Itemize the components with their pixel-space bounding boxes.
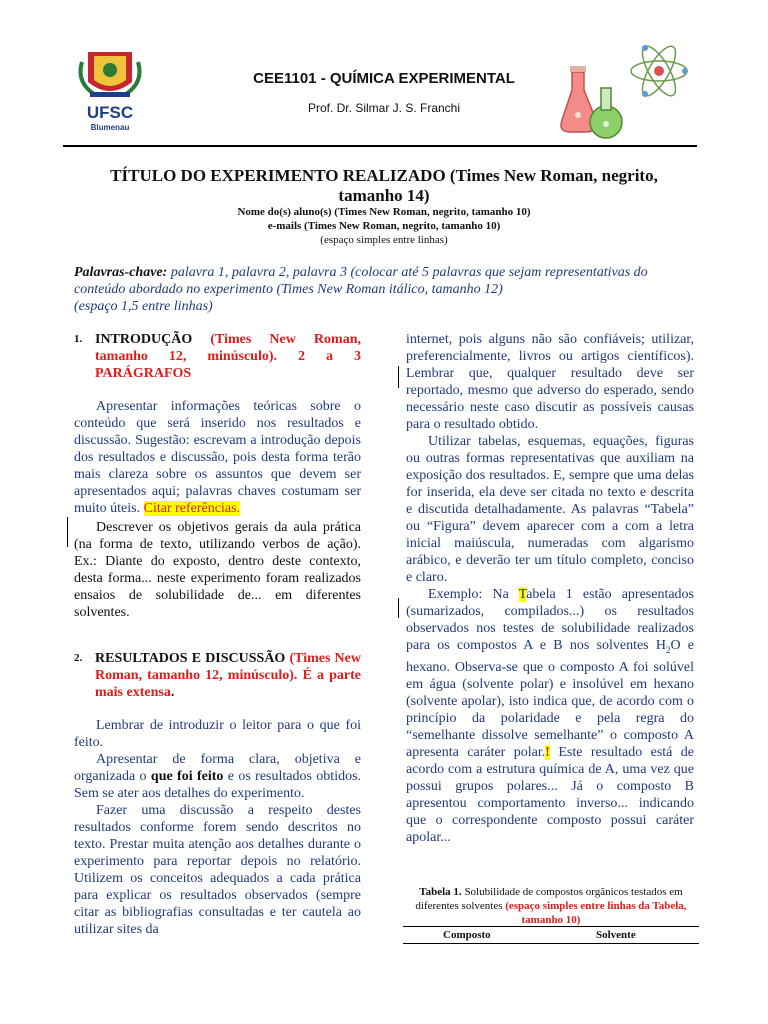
intro-number: 1. xyxy=(74,333,83,345)
results-paragraph-3: Fazer uma discussão a respeito destes resultados conforme forem sendo descritos no texto. Prestar muita atenção aos detalhes durante o experimento para reportar depois no relatório. Utilizem os conceitos adequados a cada prática para explicar os resultados observados (sempre citar as bibliografias consultadas e ter cautela ao utilizar sites da xyxy=(74,803,361,937)
table-caption-label: Tabela 1. xyxy=(419,886,462,898)
professor-name: Prof. Dr. Silmar J. S. Franchi xyxy=(307,101,461,115)
results-p2-b: e os resultados obtidos. Sem se ater aos detalhes do experimento. xyxy=(74,769,362,801)
table-top-rule xyxy=(403,926,699,927)
ufsc-logo xyxy=(74,42,146,136)
results-heading-note: (Times New Roman, tamanho 12, minúsculo). xyxy=(95,651,361,683)
intro-heading xyxy=(74,331,361,382)
comment-mark: ! xyxy=(545,744,550,760)
results-heading: 2. RESULTADOS E DISCUSSÃO (Times New Roman, tamanho 12, minúsculo). É a parte mais extensa. xyxy=(74,651,362,700)
logo-text: UFSC xyxy=(86,103,134,122)
right-p3-d: Este resultado está de acordo com a estrutura química de A, uma vez que possui grupos polares... Já o composto B apresentou comportamento inverso... indicando que o correspondente composto possui caráter apolar... xyxy=(406,744,695,845)
table-col-composto: Composto xyxy=(443,929,491,941)
intro-paragraph-1 xyxy=(74,398,361,517)
authors-line: Nome do(s) aluno(s) (Times New Roman, negrito, tamanho 10) xyxy=(237,206,531,218)
intro-heading-note: (Times New Roman, tamanho 12, minúsculo). 2 a 3 PARÁGRAFOS xyxy=(95,332,361,381)
cite-references-highlight: Citar referências. xyxy=(143,501,241,516)
keywords xyxy=(74,264,698,315)
text-cursor xyxy=(67,517,68,547)
header-rule xyxy=(63,145,697,147)
right-paragraph-2: Utilizar tabelas, esquemas, equações, figuras ou outras formas representativas que auxiliam na exposição dos resultados. E, sempre que uma delas for inserida, ela deve ser citada no texto e descrita e discutida detalhadamente. As palavras “Tabela” ou “Figura” devem aparecer com a com a letra inicial maiúscula, numeradas com algarismo arábico, e deverão ter um título completo, conciso e claro. xyxy=(406,434,694,585)
right-paragraph-3 xyxy=(406,586,694,846)
intro-p1-text: Apresentar informações teóricas sobre o conteúdo que será inserido nos resultados e discussão. Sugestão: escrevam a introdução depois dos resultados e discussão, pois desta forma terão mais clareza sobre os assuntos que devem ser apresentados aqui; palavras chaves costumam ser muito úteis. xyxy=(74,399,361,516)
logo-subtext: Blumenau xyxy=(90,123,130,132)
intro-body xyxy=(74,398,361,621)
emails-line: e-mails (Times New Roman, negrito, tamanho 10) xyxy=(267,220,501,232)
spacing-note: (espaço simples entre linhas) xyxy=(320,234,448,246)
results-p2-bold: que foi feito xyxy=(150,769,224,784)
table-caption xyxy=(403,885,699,927)
atom-icon xyxy=(628,40,690,102)
text-cursor-right xyxy=(398,366,399,388)
intro-title: INTRODUÇÃO xyxy=(95,332,193,347)
document-title: TÍTULO DO EXPERIMENTO REALIZADO (Times New Roman, negrito, tamanho 14) xyxy=(110,166,658,205)
course-title: CEE1101 - QUÍMICA EXPERIMENTAL xyxy=(253,70,515,87)
table-header-rule xyxy=(403,943,699,944)
results-heading-note-2: É a parte mais extensa xyxy=(95,668,362,700)
keywords-spacing: (espaço 1,5 entre linhas) xyxy=(74,299,213,314)
subscript-two: 2 xyxy=(665,644,671,655)
right-column xyxy=(406,331,694,846)
table-caption-text: Solubilidade de compostos orgânicos testados em diferentes solventes xyxy=(415,886,683,912)
right-paragraph-1: internet, pois alguns não são confiáveis; utilizar, preferencialmente, livros ou artigos científicos). Lembrar que, qualquer resultado deve ser reportado, mesmo que adverso do esperado, sendo necessário neste caso discutir as possíveis causas para o resultado obtido. xyxy=(406,332,694,432)
right-p3-b: abela 1 estão apresentados (sumarizados, compilados...) os resultados observados nos testes de solubilidade realizados para os compostos A e B nos solventes H xyxy=(406,587,694,653)
intro-paragraph-2: Descrever os objetivos gerais da aula prática (na forma de texto, utilizando verbos de ação). Ex.: Diante do exposto, dentro deste contexto, desta forma... neste experimento foram realizados ensaios de solubilidade de... em diferentes solventes. xyxy=(74,520,361,620)
results-title: RESULTADOS E DISCUSSÃO xyxy=(95,651,286,666)
table-t-highlight: T xyxy=(518,587,527,602)
flasks-icon xyxy=(560,60,630,145)
text-cursor-right-2 xyxy=(398,598,399,618)
keywords-label: Palavras-chave: xyxy=(74,265,168,280)
results-paragraph-1: Lembrar de introduzir o leitor para o que foi feito. xyxy=(74,718,361,750)
keywords-text: palavra 1, palavra 2, palavra 3 (colocar até 5 palavras que sejam representativas do conteúdo abordado no experimento (Times New Roman itálico, tamanho 12) xyxy=(74,265,648,297)
right-p3-c: O e hexano. Observa-se que o composto A foi solúvel em água (solvente polar) e insolúvel em hexano (solvente apolar), isto indica que, de acordo com o princípio da polaridade e pela regra do “semelhante dissolve semelhante” o composto A apresenta caráter polar. xyxy=(406,638,694,760)
results-paragraph-2 xyxy=(74,751,361,802)
table-col-solvente: Solvente xyxy=(596,929,636,941)
results-number: 2. xyxy=(74,652,83,664)
right-p3-a: Exemplo: Na xyxy=(428,587,509,602)
table-caption-note: (espaço simples entre linhas da Tabela, tamanho 10) xyxy=(505,900,687,926)
results-body xyxy=(74,717,361,938)
results-p2-a: Apresentar de forma clara, objetiva e organizada o xyxy=(74,752,361,784)
